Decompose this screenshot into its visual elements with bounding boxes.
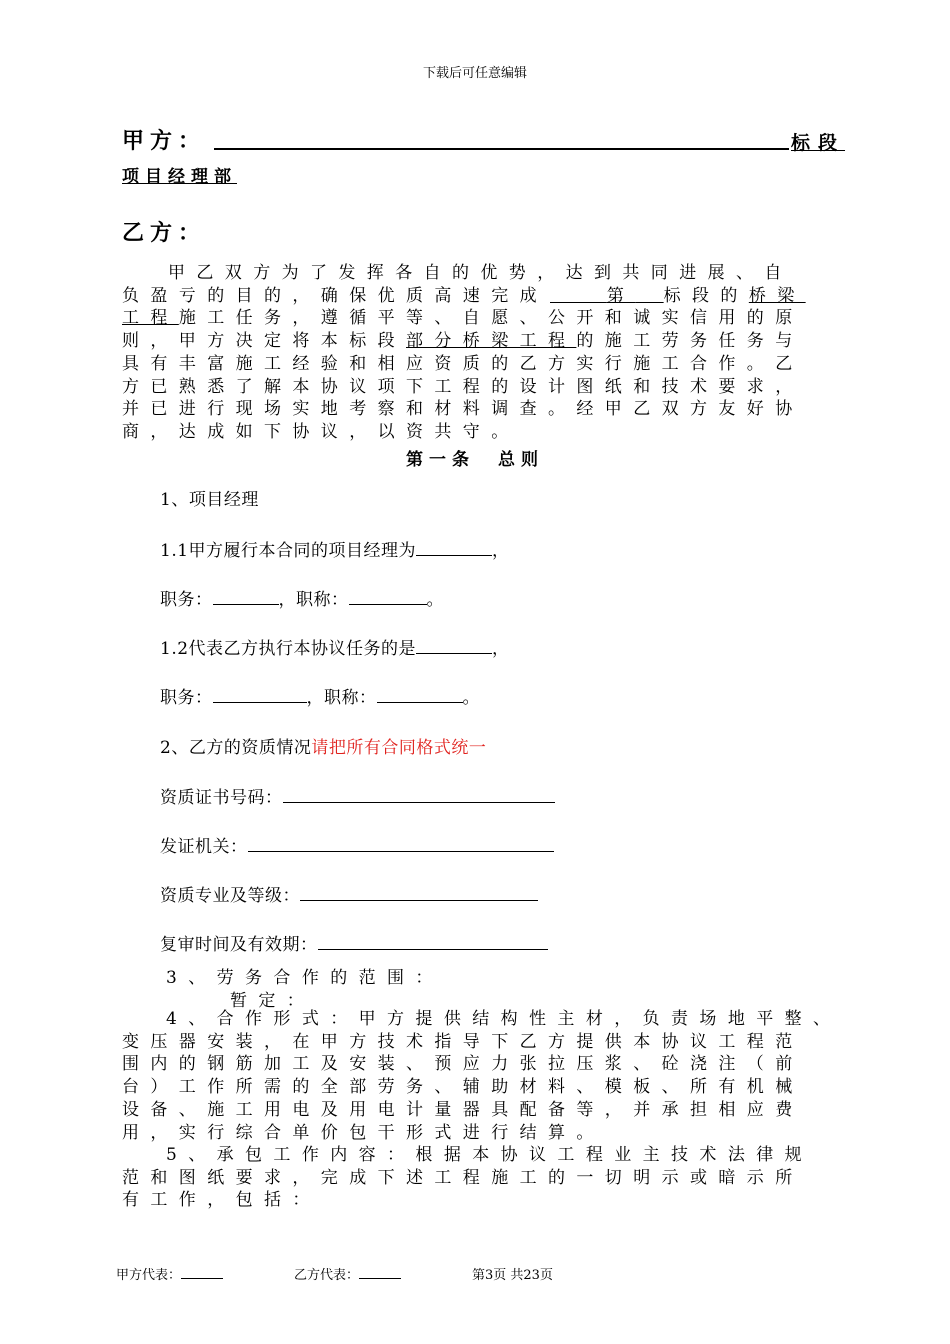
scope-tbd: 暂定： <box>230 991 316 1011</box>
article-1-title: 第一条 总则 <box>406 450 544 470</box>
pm-1-1-duty-line: 职务： ，职称： 。 <box>160 590 444 610</box>
cert-no-line: 资质证书号码： <box>160 783 555 808</box>
major-grade-line: 资质专业及等级： <box>160 881 538 906</box>
qualification-title: 2、乙方的资质情况请把所有合同格式统一 <box>160 738 487 758</box>
pm-1-1-blank <box>416 540 492 556</box>
review-line: 复审时间及有效期： <box>160 930 548 955</box>
intro-line-8: 商，达成如下协议，以资共守。 <box>122 421 520 442</box>
intro-paragraph <box>122 262 842 444</box>
footer-rep-b: 乙方代表： <box>294 1264 401 1283</box>
intro-line-1: 甲乙双方为了发挥各自的优势，达到共同进展、自 <box>168 263 793 283</box>
party-b-label: 乙方： <box>122 220 207 246</box>
intro-line-2: 负盈亏的目的，确保优质高速完成 第 标段的桥梁 <box>122 285 806 306</box>
bid-section-label: 标段 <box>791 132 846 154</box>
bid-no-label: 第 <box>606 285 636 306</box>
page-header-note: 下载后可任意编辑 <box>422 66 527 81</box>
issuer-line: 发证机关： <box>160 832 554 857</box>
pm-title: 1、项目经理 <box>160 490 259 510</box>
pm-1-2-line: 1.2代表乙方执行本协议任务的是 ， <box>160 639 510 659</box>
pm-1-2-duty-line: 职务： ，职称： 。 <box>160 688 480 708</box>
pm-1-1-line: 1.1甲方履行本合同的项目经理为 ， <box>160 541 510 561</box>
form-paragraph: 4、合作形式：甲方提供结构性主材，负责场地平整、 变压器安装，在甲方技术指导下乙方提供本协议工程范 围内的钢筋加工及安装、预应力张拉压浆、砼浇注（前 台）工作所需的全部劳务、辅助材料、模板、所有机械 设备、施工用电及用电计量器具配备等，并承担相应费 用，实行综合单价包干形式进行结算。 <box>122 1009 842 1143</box>
scope-title: 3、劳务合作的范围： <box>166 968 444 988</box>
intro-line-5: 具有丰富施工经验和相应资质的乙方实行施工合作。乙 <box>122 353 804 374</box>
intro-line-6: 方已熟悉了解本协议项下工程的设计图纸和技术要求， <box>122 376 804 397</box>
project-dept-label: 项目经理部 <box>122 167 237 187</box>
intro-line-7: 并已进行现场实地考察和材料调查。经甲乙双方友好协 <box>122 399 804 420</box>
intro-line-3: 工程施工任务，遵循平等、自愿、公开和诚实信用的原 <box>122 308 804 329</box>
page-number: 第3页 共23页 <box>472 1268 553 1283</box>
footer-rep-a: 甲方代表： <box>116 1264 223 1283</box>
party-a-blank <box>214 148 789 150</box>
format-note: 请把所有合同格式统一 <box>311 738 487 758</box>
party-a-label: 甲方： <box>122 128 207 154</box>
content-paragraph: 5、承包工作内容：根据本协议工程业主技术法律规 范和图纸要求，完成下述工程施工的一切明示或暗示所 有工作，包括： <box>122 1145 814 1211</box>
intro-line-4: 则，甲方决定将本标段部分桥梁工程的施工劳务任务与 <box>122 331 804 352</box>
pm-1-2-blank <box>416 638 492 654</box>
